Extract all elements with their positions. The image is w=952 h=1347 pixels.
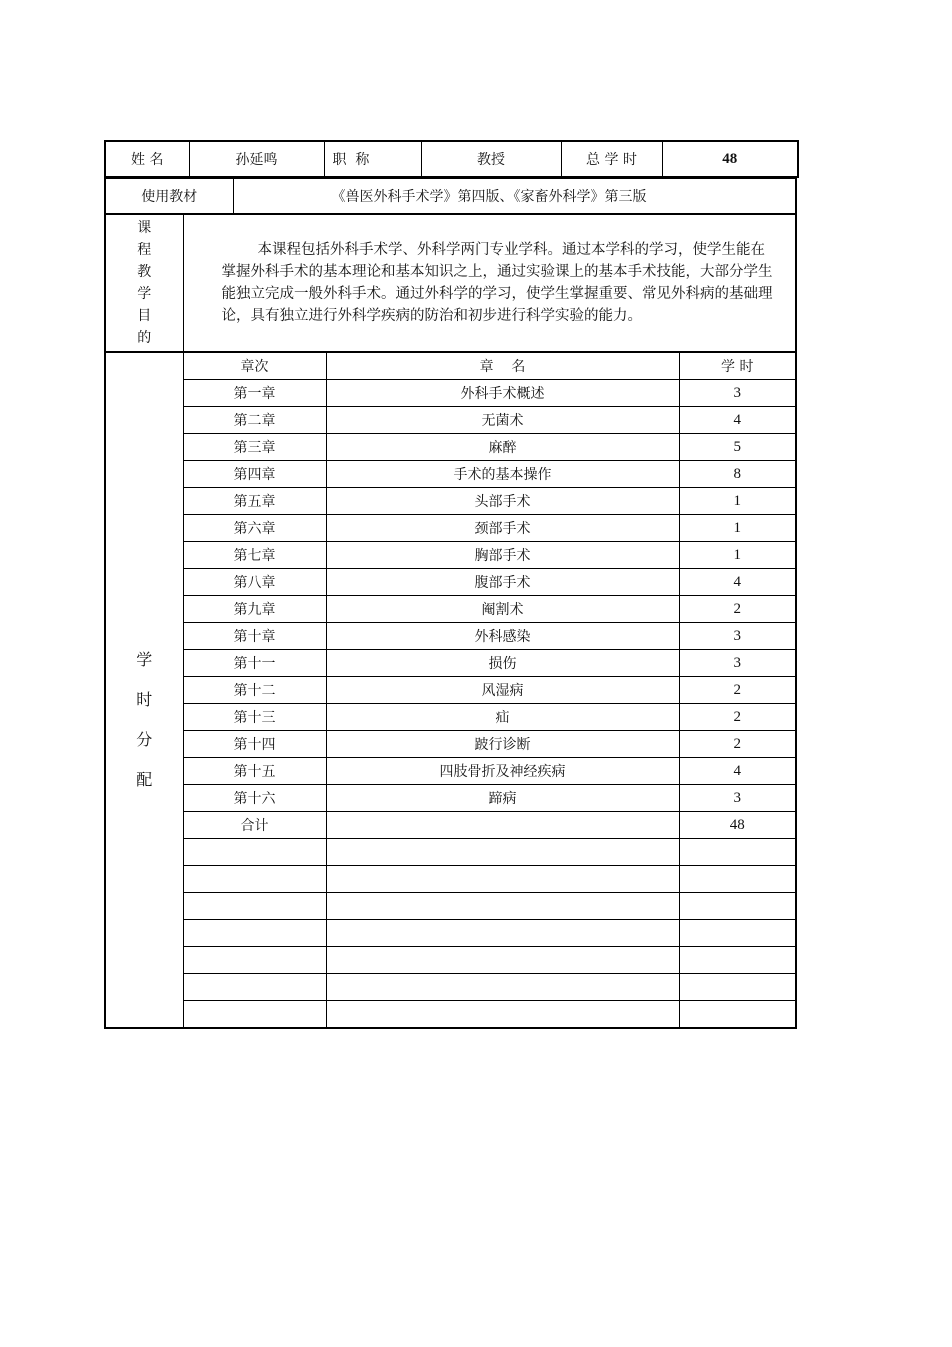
textbook-table: [104, 178, 797, 214]
column-header-hours: 学 时: [679, 353, 796, 380]
side-label-char: 分: [136, 730, 153, 749]
hours-cell: 2: [679, 731, 796, 758]
empty-cell: [183, 839, 326, 866]
empty-cell: [183, 947, 326, 974]
chapter-name-cell: 麻醉: [326, 434, 679, 461]
title-label: 职 称: [324, 141, 421, 177]
table-row: [105, 623, 796, 650]
chapter-cell: 第十五: [183, 758, 326, 785]
chapter-name-cell: 外科手术概述: [326, 380, 679, 407]
purpose-label-char: 课: [137, 220, 152, 236]
empty-cell: [183, 866, 326, 893]
title-value: 教授: [421, 141, 561, 177]
purpose-label-char: 教: [137, 264, 152, 280]
chapter-name-cell: 跛行诊断: [326, 731, 679, 758]
empty-cell: [679, 920, 796, 947]
hours-value: 48: [662, 141, 798, 177]
table-row: [105, 785, 796, 812]
empty-cell: [326, 920, 679, 947]
name-value: 孙延鸣: [189, 141, 324, 177]
empty-cell: [679, 947, 796, 974]
hours-cell: 1: [679, 515, 796, 542]
empty-cell: [326, 947, 679, 974]
chapter-name-cell: 颈部手术: [326, 515, 679, 542]
side-label-char: 学: [136, 650, 153, 669]
chapter-cell: 第十三: [183, 704, 326, 731]
empty-row: [105, 974, 796, 1001]
textbook-label: 使用教材: [105, 179, 233, 214]
hours-cell: 4: [679, 569, 796, 596]
hours-cell: 1: [679, 542, 796, 569]
table-row: [105, 731, 796, 758]
purpose-label-char: 的: [137, 330, 152, 346]
chapter-name-cell: 风湿病: [326, 677, 679, 704]
empty-row: [105, 893, 796, 920]
table-row: [105, 407, 796, 434]
empty-cell: [679, 893, 796, 920]
empty-cell: [326, 839, 679, 866]
chapter-cell: 第十二: [183, 677, 326, 704]
table-row: [105, 704, 796, 731]
empty-cell: [183, 974, 326, 1001]
header-table: [104, 140, 799, 178]
purpose-text: 本课程包括外科手术学、外科学两门专业学科。通过本学科的学习，使学生能在掌握外科手术的基本理论和基本知识之上，通过实验课上的基本手术技能，大部分学生能独立完成一般外科手术。通过外科学的学习，使学生掌握重要、常见外科病的基础理论，具有独立进行外科学疾病的防治和初步进行科学实验的能力。: [221, 242, 773, 324]
hours-cell: 1: [679, 488, 796, 515]
chapter-name-cell: 头部手术: [326, 488, 679, 515]
total-row: [105, 812, 796, 839]
hours-cell: 2: [679, 596, 796, 623]
hours-cell: 3: [679, 650, 796, 677]
purpose-label-char: 程: [137, 242, 152, 258]
name-label: 姓 名: [105, 141, 189, 177]
chapter-cell: 第三章: [183, 434, 326, 461]
purpose-text-cell: [183, 215, 796, 352]
hours-cell: 5: [679, 434, 796, 461]
table-row: [105, 650, 796, 677]
empty-cell: [679, 974, 796, 1001]
column-header-chapter: 章次: [183, 353, 326, 380]
hours-cell: 4: [679, 758, 796, 785]
table-row: [105, 461, 796, 488]
empty-cell: [326, 893, 679, 920]
hours-cell: 3: [679, 380, 796, 407]
hours-cell: 8: [679, 461, 796, 488]
chapter-cell: 第二章: [183, 407, 326, 434]
hours-cell: 2: [679, 704, 796, 731]
chapter-name-cell: 无菌术: [326, 407, 679, 434]
hours-cell: 3: [679, 623, 796, 650]
table-row: [105, 677, 796, 704]
purpose-label: [105, 215, 183, 352]
chapter-cell: 第七章: [183, 542, 326, 569]
allocation-side-label: [105, 353, 183, 1029]
chapter-name-cell: 疝: [326, 704, 679, 731]
allocation-table: [104, 352, 797, 1029]
column-header-name: 章 名: [326, 353, 679, 380]
empty-row: [105, 920, 796, 947]
total-label: 合计: [183, 812, 326, 839]
total-hours: 48: [679, 812, 796, 839]
side-label-char: 时: [136, 690, 153, 709]
empty-row: [105, 839, 796, 866]
chapter-cell: 第十六: [183, 785, 326, 812]
empty-cell: [679, 1001, 796, 1029]
empty-cell: [326, 1001, 679, 1029]
purpose-table: [104, 214, 797, 352]
table-row: [105, 380, 796, 407]
table-row: [105, 542, 796, 569]
chapter-name-cell: 四肢骨折及神经疾病: [326, 758, 679, 785]
empty-cell: [183, 893, 326, 920]
course-form: [104, 140, 797, 1029]
chapter-cell: 第八章: [183, 569, 326, 596]
chapter-name-cell: 蹄病: [326, 785, 679, 812]
chapter-cell: 第十四: [183, 731, 326, 758]
side-label-char: 配: [136, 770, 153, 789]
table-row: [105, 758, 796, 785]
chapter-name-cell: 胸部手术: [326, 542, 679, 569]
hours-cell: 2: [679, 677, 796, 704]
chapter-name-cell: 腹部手术: [326, 569, 679, 596]
empty-row: [105, 1001, 796, 1029]
purpose-label-char: 学: [137, 286, 152, 302]
purpose-label-char: 目: [137, 308, 152, 324]
table-row: [105, 515, 796, 542]
chapter-name-cell: 手术的基本操作: [326, 461, 679, 488]
empty-cell: [183, 920, 326, 947]
hours-label: 总 学 时: [561, 141, 662, 177]
chapter-name-cell: 外科感染: [326, 623, 679, 650]
empty-cell: [183, 1001, 326, 1029]
chapter-name-cell: 阉割术: [326, 596, 679, 623]
chapter-cell: 第五章: [183, 488, 326, 515]
chapter-name-cell: 损伤: [326, 650, 679, 677]
chapter-cell: 第十章: [183, 623, 326, 650]
hours-cell: 4: [679, 407, 796, 434]
empty-row: [105, 947, 796, 974]
empty-row: [105, 866, 796, 893]
textbook-value: 《兽医外科手术学》第四版、《家畜外科学》第三版: [233, 179, 796, 214]
table-row: [105, 488, 796, 515]
chapter-cell: 第六章: [183, 515, 326, 542]
empty-cell: [326, 974, 679, 1001]
table-row: [105, 596, 796, 623]
chapter-cell: 第九章: [183, 596, 326, 623]
chapter-cell: 第一章: [183, 380, 326, 407]
empty-cell: [326, 866, 679, 893]
chapter-cell: 第四章: [183, 461, 326, 488]
empty-cell: [679, 866, 796, 893]
hours-cell: 3: [679, 785, 796, 812]
total-name: [326, 812, 679, 839]
chapter-cell: 第十一: [183, 650, 326, 677]
table-row: [105, 569, 796, 596]
table-row: [105, 434, 796, 461]
empty-cell: [679, 839, 796, 866]
